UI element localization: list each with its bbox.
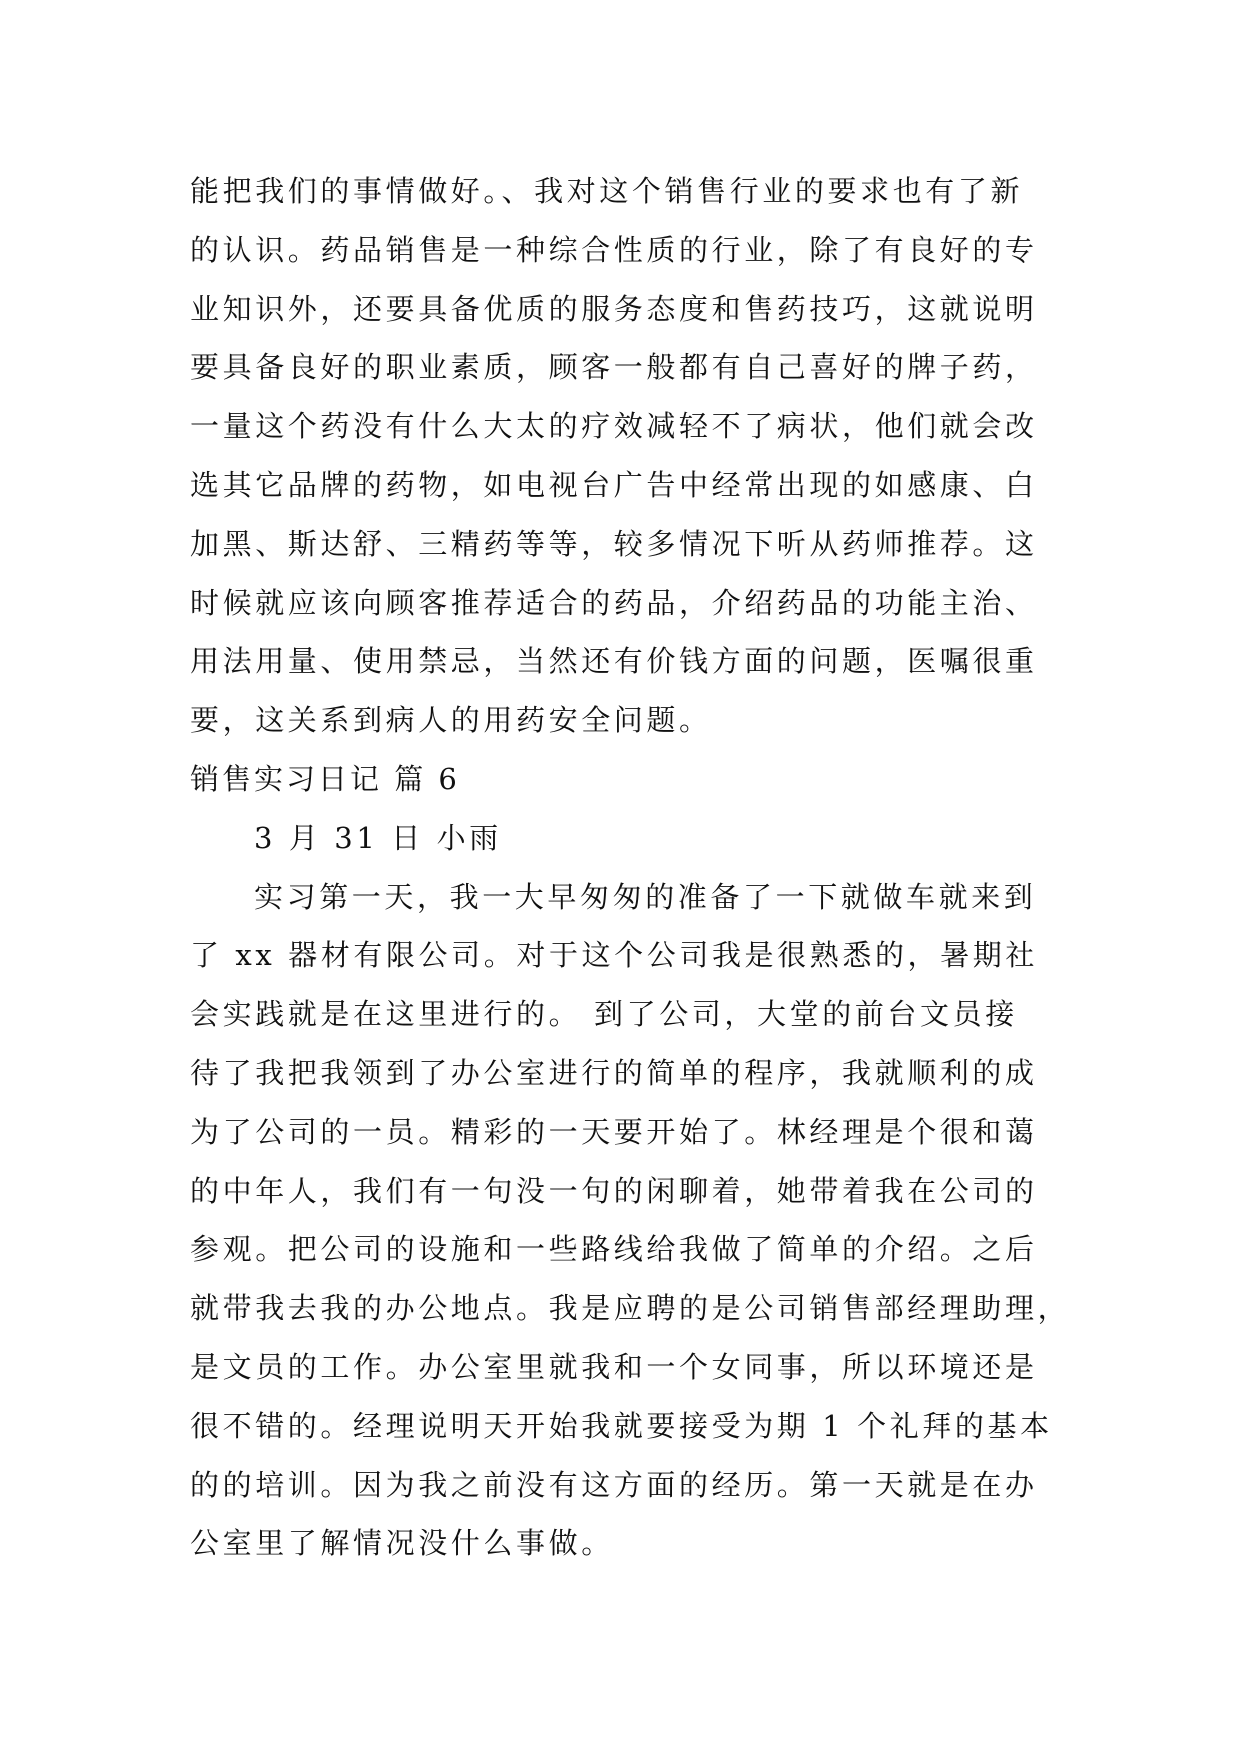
text-line: 公室里了解情况没什么事做。 xyxy=(190,1526,614,1561)
text-line: 待了我把我领到了办公室进行的简单的程序，我就顺利的成 xyxy=(190,1055,1038,1090)
text-line: 的的培训。因为我之前没有这方面的经历。第一天就是在办 xyxy=(190,1467,1038,1502)
text-line: 很不错的。经理说明天开始我就要接受为期 1 个礼拜的基本 xyxy=(190,1408,1053,1443)
text-line: 用法用量、使用禁忌，当然还有价钱方面的问题，医嘱很重 xyxy=(190,644,1038,679)
text-line: 就带我去我的办公地点。我是应聘的是公司销售部经理助理， xyxy=(190,1291,1071,1326)
text-line: 能把我们的事情做好。、我对这个销售行业的要求也有了新 xyxy=(190,174,1024,208)
text-line: 要具备良好的职业素质，顾客一般都有自己喜好的牌子药， xyxy=(190,350,1038,385)
text-line: 业知识外，还要具备优质的服务态度和售药技巧，这就说明 xyxy=(190,291,1038,326)
text-line: 参观。把公司的设施和一些路线给我做了简单的介绍。之后 xyxy=(190,1232,1038,1267)
paragraph-drug-sales xyxy=(190,162,1070,750)
text-line: 为了公司的一员。精彩的一天要开始了。林经理是个很和蔼 xyxy=(190,1114,1038,1149)
text-line: 实习第一天，我一大早匆匆的准备了一下就做车就来到 xyxy=(254,879,1037,914)
paragraph-first-day xyxy=(190,868,1070,1574)
text-line: 选其它品牌的药物，如电视台广告中经常出现的如感康、白 xyxy=(190,467,1038,502)
text-line: 是文员的工作。办公室里就我和一个女同事，所以环境还是 xyxy=(190,1349,1038,1384)
diary-date: 3 月 31 日 小雨 xyxy=(254,820,502,855)
text-line: 一量这个药没有什么大太的疗效减轻不了病状，他们就会改 xyxy=(190,409,1038,444)
text-line: 加黑、斯达舒、三精药等等，较多情况下听从药师推荐。这 xyxy=(190,526,1038,561)
text-line: 要，这关系到病人的用药安全问题。 xyxy=(190,703,712,738)
text-line: 的认识。药品销售是一种综合性质的行业，除了有良好的专 xyxy=(190,232,1038,267)
text-line: 会实践就是在这里进行的。 到了公司，大堂的前台文员接 xyxy=(190,997,1018,1032)
section-heading: 销售实习日记 篇 6 xyxy=(190,761,460,796)
document-body xyxy=(190,162,1070,1573)
text-line: 时候就应该向顾客推荐适合的药品，介绍药品的功能主治、 xyxy=(190,585,1038,620)
text-line: 的中年人，我们有一句没一句的闲聊着，她带着我在公司的 xyxy=(190,1173,1038,1208)
text-line: 了 xx 器材有限公司。对于这个公司我是很熟悉的，暑期社 xyxy=(190,938,1038,973)
